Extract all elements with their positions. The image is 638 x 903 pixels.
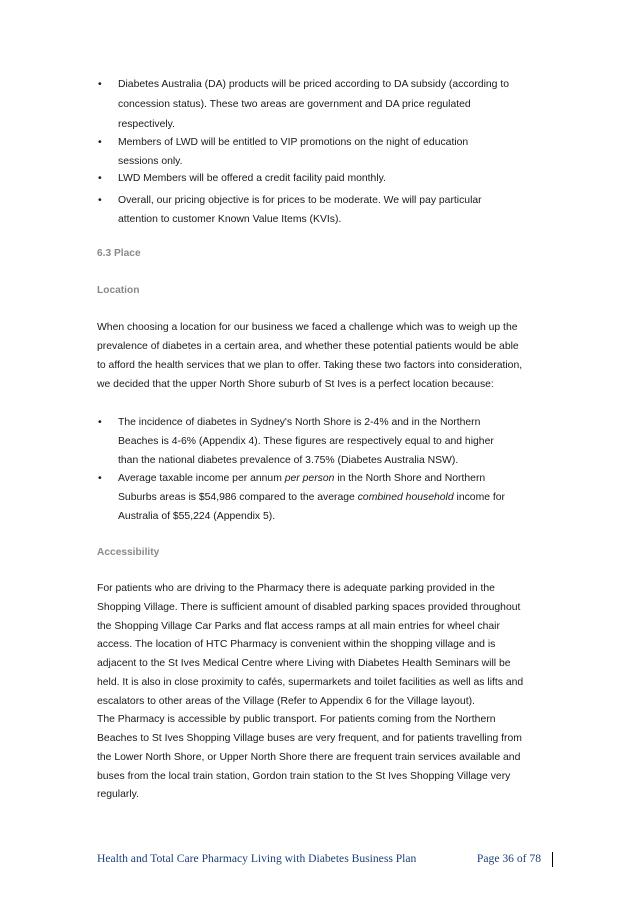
accessibility-line: adjacent to the St Ives Medical Centre where Living with Diabetes Health Seminars will be: [97, 658, 511, 669]
bullet-symbol: •: [98, 194, 102, 206]
section-heading: 6.3 Place: [97, 248, 141, 259]
accessibility-line: the Lower North Shore, or Upper North Shore there are frequent train services available and: [97, 752, 521, 763]
location-bullet-1-line-1: The incidence of diabetes in Sydney's North Shore is 2-4% and in the Northern: [118, 417, 481, 428]
bullet-symbol: •: [98, 472, 102, 484]
location-line-1: When choosing a location for our business we faced a challenge which was to weigh up the: [97, 322, 518, 333]
accessibility-line: access. The location of HTC Pharmacy is convenient within the shopping village and is: [97, 639, 496, 650]
text-run: Suburbs areas is $54,986 compared to the average: [118, 492, 358, 503]
location-bullet-2-line-1: [118, 472, 485, 485]
text-run: Average taxable income per annum: [118, 473, 285, 484]
pricing-bullet-4-line-2: attention to customer Known Value Items (KVIs).: [118, 214, 342, 225]
location-line-4: we decided that the upper North Shore suburb of St Ives is a perfect location because:: [97, 379, 494, 390]
pricing-bullet-1-line-3: respectively.: [118, 119, 175, 130]
pricing-bullet-2-line-1: Members of LWD will be entitled to VIP promotions on the night of education: [118, 137, 469, 148]
accessibility-heading: Accessibility: [97, 547, 160, 558]
emphasis-text: combined household: [357, 492, 454, 503]
emphasis-text: per person: [284, 473, 335, 484]
page-number: Page 36 of 78: [476, 852, 541, 865]
location-heading: Location: [97, 285, 140, 296]
bullet-symbol: •: [98, 78, 102, 90]
pricing-bullet-3-line-1: LWD Members will be offered a credit facility paid monthly.: [118, 173, 386, 184]
location-bullet-1-line-2: Beaches is 4-6% (Appendix 4). These figures are respectively equal to and higher: [118, 436, 494, 447]
location-bullet-2-line-2: [118, 491, 505, 504]
bullet-symbol: •: [98, 416, 102, 428]
location-bullet-1-line-3: than the national diabetes prevalence of 3.75% (Diabetes Australia NSW).: [118, 455, 459, 466]
accessibility-line: regularly.: [97, 789, 139, 800]
pricing-bullet-1-line-2: concession status). These two areas are government and DA price regulated: [118, 99, 471, 110]
pricing-bullet-4-line-1: Overall, our pricing objective is for prices to be moderate. We will pay particular: [118, 195, 482, 206]
accessibility-line: buses from the local train station, Gordon train station to the St Ives Shopping Village very: [97, 771, 511, 782]
text-run: in the North Shore and Northern: [334, 473, 486, 484]
accessibility-line: Beaches to St Ives Shopping Village buses are very frequent, and for patients travelling from: [97, 733, 522, 744]
accessibility-line: The Pharmacy is accessible by public transport. For patients coming from the Northern: [97, 714, 496, 725]
accessibility-line: the Shopping Village Car Parks and flat access ramps at all main entries for wheel chair: [97, 621, 500, 632]
location-line-3: to afford the health services that we plan to offer. Taking these two factors into consideration,: [97, 360, 523, 371]
accessibility-line: For patients who are driving to the Pharmacy there is adequate parking provided in the: [97, 583, 495, 594]
accessibility-line: held. It is also in close proximity to cafés, supermarkets and toilet facilities as well as lifts and: [97, 677, 524, 688]
text-run: income for: [453, 492, 506, 503]
pricing-bullet-1-line-1: Diabetes Australia (DA) products will be priced according to DA subsidy (according to: [118, 79, 509, 90]
accessibility-line: escalators to other areas of the Village (Refer to Appendix 6 for the Village layout).: [97, 696, 475, 707]
accessibility-line: Shopping Village. There is sufficient amount of disabled parking spaces provided throughout: [97, 602, 521, 613]
pricing-bullet-2-line-2: sessions only.: [118, 156, 183, 167]
footer-title: Health and Total Care Pharmacy Living with Diabetes Business Plan: [97, 852, 417, 865]
footer-divider: [552, 852, 553, 867]
bullet-symbol: •: [98, 136, 102, 148]
location-line-2: prevalence of diabetes in a certain area, and whether these potential patients would be able: [97, 341, 519, 352]
location-bullet-2-line-3: Australia of $55,224 (Appendix 5).: [118, 511, 276, 522]
bullet-symbol: •: [98, 172, 102, 184]
